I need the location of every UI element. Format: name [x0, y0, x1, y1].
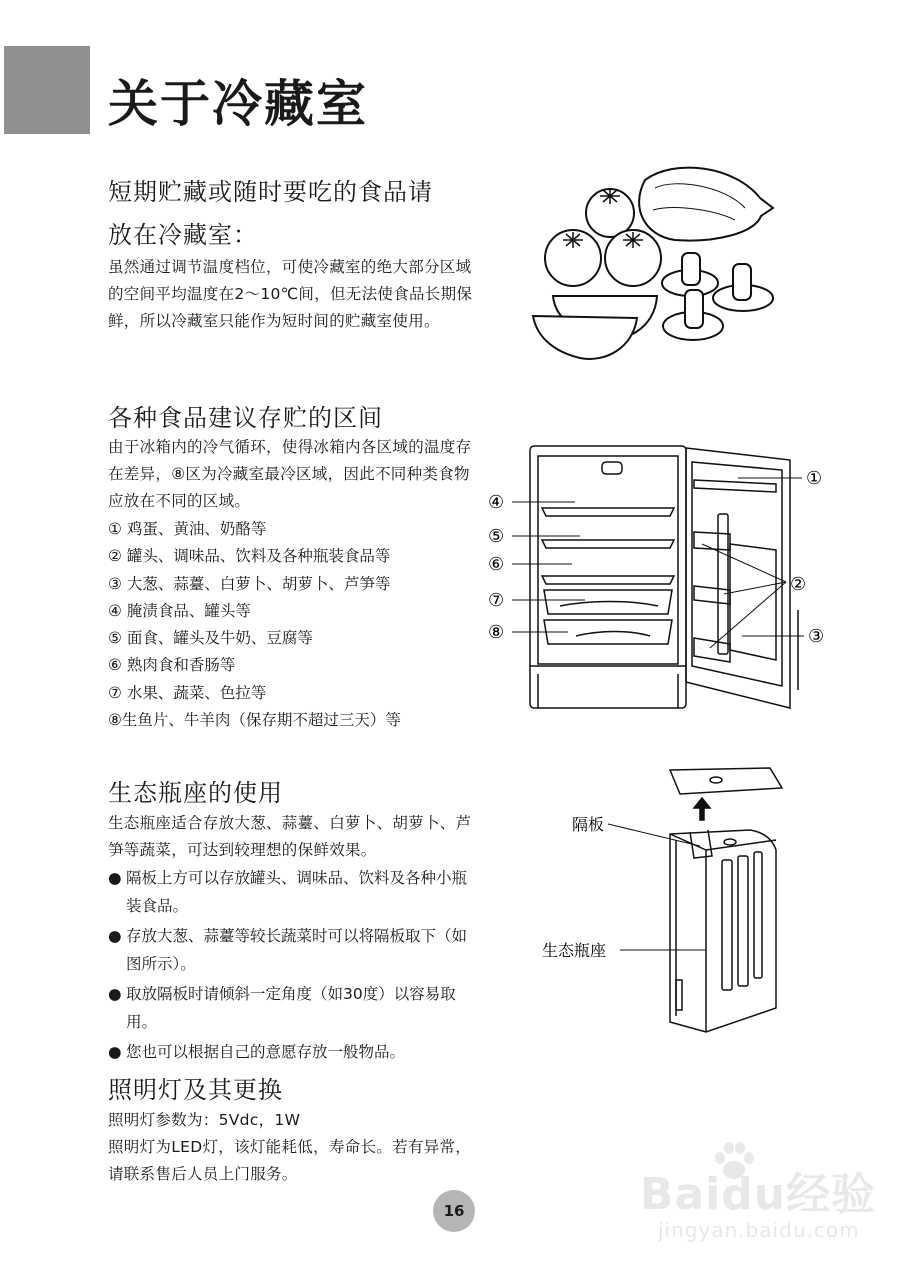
bullet-mark: ●	[108, 1043, 122, 1061]
section1-heading-line1: 短期贮藏或随时要吃的食品请	[108, 178, 433, 206]
list-item: ● 隔板上方可以存放罐头、调味品、饮料及各种小瓶装食品。	[108, 864, 478, 920]
list-item: ● 取放隔板时请倾斜一定角度（如30度）以容易取用。	[108, 980, 478, 1036]
bullet-mark: ●	[108, 927, 122, 945]
section2-heading: 各种食品建议存贮的区间	[108, 404, 383, 432]
page-title: 关于冷藏室	[108, 75, 368, 133]
section2-intro: 由于冰箱内的冷气循环，使得冰箱内各区域的温度存在差异，⑧区为冷藏室最冷区域，因此不同种类食物应放在不同的区域。	[108, 438, 472, 510]
section-tab-marker	[4, 46, 90, 134]
zone-callout-2: ②	[790, 574, 807, 595]
list-item: ● 您也可以根据自己的意愿存放一般物品。	[108, 1038, 478, 1066]
list-item: ③ 大葱、蒜薹、白萝卜、胡萝卜、芦笋等	[108, 574, 391, 593]
bottle-seat-diagram	[540, 760, 790, 1040]
bottle-seat-label: 生态瓶座	[542, 941, 607, 960]
section1-body: 虽然通过调节温度档位，可使冷藏室的绝大部分区域的空间平均温度在2～10℃间，但无法使食品长期保鲜，所以冷藏室只能作为短时间的贮藏室使用。	[108, 258, 473, 330]
section1-heading-line2: 放在冷藏室：	[108, 221, 258, 249]
zone-callout-5: ⑤	[488, 526, 505, 547]
section3-heading: 生态瓶座的使用	[108, 779, 283, 807]
food-illustration	[525, 158, 785, 368]
watermark-brand: Baidu经验	[640, 1169, 877, 1220]
fridge-diagram	[480, 440, 830, 710]
list-item: ④ 腌渍食品、罐头等	[108, 601, 251, 620]
section3-bullet-list	[108, 864, 478, 1066]
list-item: ⑤ 面食、罐头及牛奶、豆腐等	[108, 629, 313, 648]
list-item: ● 存放大葱、蒜薹等较长蔬菜时可以将隔板取下（如图所示）。	[108, 922, 478, 978]
list-item: ⑥ 熟肉食和香肠等	[108, 656, 236, 675]
bullet-mark: ●	[108, 869, 122, 887]
list-item: ① 鸡蛋、黄油、奶酪等	[108, 520, 267, 538]
bullet-mark: ●	[108, 985, 122, 1003]
zone-callout-1: ①	[806, 468, 823, 489]
section4-body: 照明灯为LED灯，该灯能耗低，寿命长。若有异常，请联系售后人员上门服务。	[108, 1138, 472, 1183]
watermark-url: jingyan.baidu.com	[658, 1218, 860, 1242]
zone-callout-4: ④	[488, 492, 505, 513]
zone-callout-7: ⑦	[488, 590, 505, 611]
shelf-label: 隔板	[572, 815, 605, 834]
zone-callout-3: ③	[808, 626, 825, 647]
page-number: 16	[433, 1190, 475, 1232]
zone-callout-6: ⑥	[488, 554, 505, 575]
zone-list	[108, 516, 401, 734]
baidu-watermark	[640, 1140, 880, 1250]
list-item: ⑧生鱼片、牛羊肉（保存期不超过三天）等	[108, 711, 401, 730]
section4-heading: 照明灯及其更换	[108, 1076, 283, 1104]
list-item: ⑦ 水果、蔬菜、色拉等	[108, 683, 267, 702]
section4-line1: 照明灯参数为：5Vdc，1W	[108, 1111, 301, 1129]
section3-intro: 生态瓶座适合存放大葱、蒜薹、白萝卜、胡萝卜、芦笋等蔬菜，可达到较理想的保鲜效果。	[108, 814, 472, 859]
zone-callout-8: ⑧	[488, 622, 505, 643]
list-item: ② 罐头、调味品、饮料及各种瓶装食品等	[108, 547, 391, 566]
